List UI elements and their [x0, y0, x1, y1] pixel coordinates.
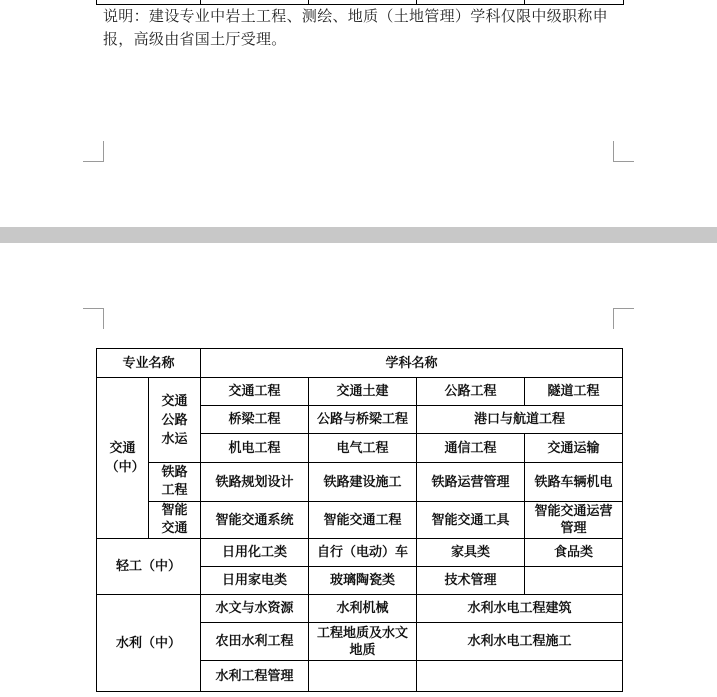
- table-cell: 技术管理: [417, 567, 525, 595]
- table-row: [97, 502, 623, 539]
- margin-corner-mark: [83, 308, 104, 329]
- table-cell: 食品类: [525, 539, 623, 567]
- table-cell: 家具类: [417, 539, 525, 567]
- major-water-conservancy: 水利（中）: [97, 595, 201, 692]
- table-cell: 日用化工类: [201, 539, 309, 567]
- table-cell: 铁路规划设计: [201, 463, 309, 502]
- sub-major-railway: 铁路工程: [149, 463, 201, 502]
- sub-major-smart-transport: 智能交通: [149, 502, 201, 539]
- table-cell: 水利机械: [309, 595, 417, 623]
- subject-table: [96, 348, 623, 692]
- table-cell: 水利水电工程施工: [417, 623, 623, 661]
- table-cell: 智能交通系统: [201, 502, 309, 539]
- table-cell: [309, 661, 417, 692]
- margin-corner-mark: [83, 141, 104, 162]
- table-cell: 电气工程: [309, 434, 417, 463]
- header-subject: 学科名称: [201, 349, 623, 378]
- document-page-top: [0, 0, 717, 227]
- table-header-row: [97, 349, 623, 378]
- table-cell: 交通工程: [201, 378, 309, 406]
- table-cell: 交通土建: [309, 378, 417, 406]
- table-cell: [525, 567, 623, 595]
- table-cell: 智能交通工具: [417, 502, 525, 539]
- major-light-industry: 轻工（中）: [97, 539, 201, 595]
- table-cell: 水利工程管理: [201, 661, 309, 692]
- table-cell: 公路工程: [417, 378, 525, 406]
- table-row: [97, 595, 623, 623]
- table-cell: 铁路建设施工: [309, 463, 417, 502]
- table-cell: 农田水利工程: [201, 623, 309, 661]
- table-cell: 公路与桥梁工程: [309, 406, 417, 434]
- table-cell: 自行（电动）车: [309, 539, 417, 567]
- table-cell: 隧道工程: [525, 378, 623, 406]
- table-cell: 智能交通工程: [309, 502, 417, 539]
- table-cell: 通信工程: [417, 434, 525, 463]
- page-gap: [0, 227, 717, 243]
- table-cell: 水文与水资源: [201, 595, 309, 623]
- table-cell: 日用家电类: [201, 567, 309, 595]
- table-row: [97, 378, 623, 406]
- table-cell: 玻璃陶瓷类: [309, 567, 417, 595]
- table-cell: 水利水电工程建筑: [417, 595, 623, 623]
- table-cell: 机电工程: [201, 434, 309, 463]
- document-page-bottom: [0, 243, 717, 697]
- table-cell: 铁路运营管理: [417, 463, 525, 502]
- table-cell: 智能交通运营管理: [525, 502, 623, 539]
- table-cell: 桥梁工程: [201, 406, 309, 434]
- table-cell: 交通运输: [525, 434, 623, 463]
- table-row: [97, 539, 623, 567]
- table-cell: 铁路车辆机电: [525, 463, 623, 502]
- sub-major-highway: 交通公路水运: [149, 378, 201, 463]
- major-transport: 交通（中）: [97, 378, 149, 539]
- table-cell: [417, 661, 623, 692]
- table-row: [97, 463, 623, 502]
- margin-corner-mark: [613, 308, 634, 329]
- table-cell: 港口与航道工程: [417, 406, 623, 434]
- note-paragraph: 说明：建设专业中岩土工程、测绘、地质（土地管理）学科仅限中级职称申报，高级由省国土厅受理。: [103, 7, 608, 48]
- margin-corner-mark: [613, 141, 634, 162]
- header-major: 专业名称: [97, 349, 201, 378]
- table-cell: 工程地质及水文地质: [309, 623, 417, 661]
